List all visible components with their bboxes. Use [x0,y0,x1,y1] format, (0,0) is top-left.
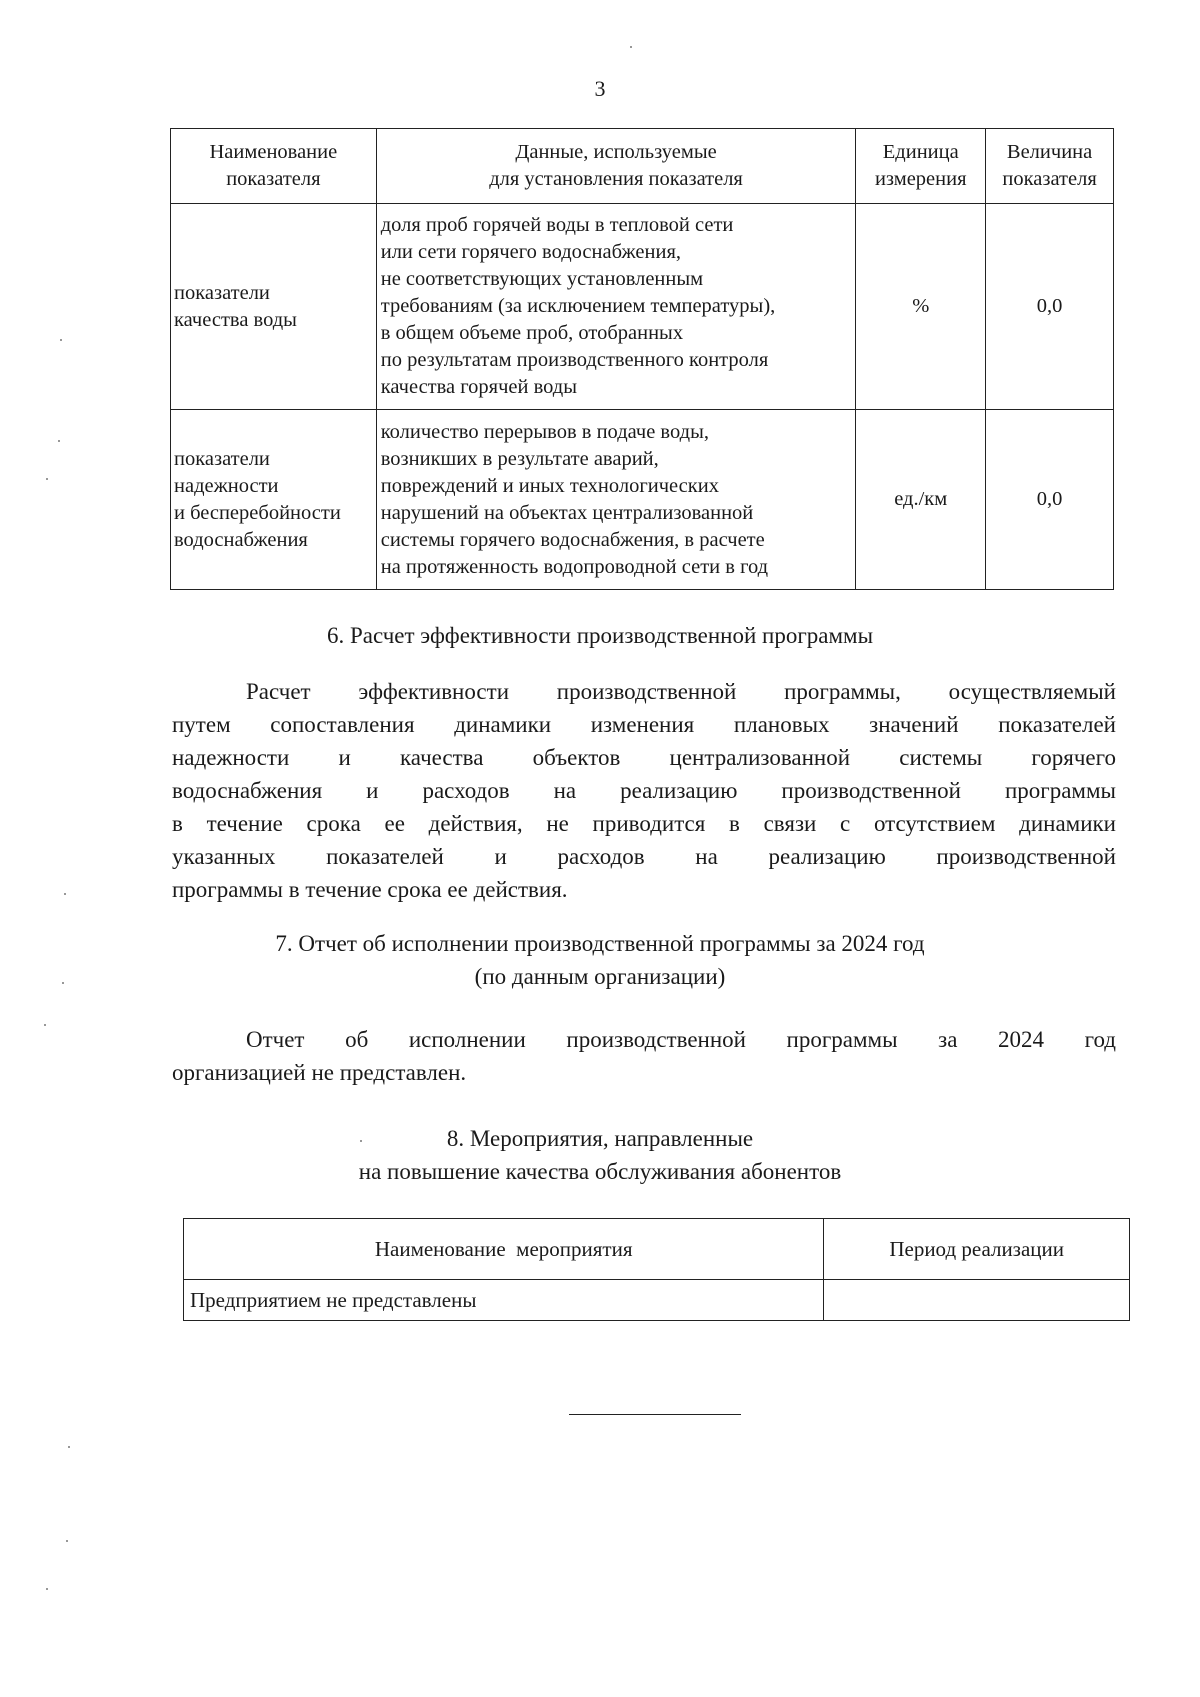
cell-line: доля проб горячей воды в тепловой сети [380,214,734,236]
events-table [183,1218,1130,1321]
scan-speck [46,478,48,480]
cell-line: надежности [174,474,279,497]
paragraph-line: программы в течение срока ее действия. [172,877,568,902]
section-7-paragraph [172,1023,1116,1089]
cell-line: в общем объеме проб, отобранных [380,322,684,344]
scan-speck [64,893,66,895]
paragraph-line: водоснабжения и расходов на реализацию производственной программы [172,778,1116,803]
page-number: 3 [594,76,606,101]
cell-line: требованиям (за исключением температуры), [380,295,776,317]
cell-line: количество перерывов в подаче воды, [380,420,709,443]
event-cell: Предприятием не представлены [184,1280,824,1321]
scan-speck [58,440,60,442]
section-6-paragraph [172,675,1116,906]
indicators-table [170,128,1114,590]
cell-line: возникших в результате аварий, [380,447,659,470]
heading-line: (по данным организации) [474,964,726,989]
end-rule [569,1414,741,1415]
cell-line: качества воды [174,308,297,331]
cell-line: системы горячего водоснабжения, в расчете [380,528,765,551]
paragraph-line: указанных показателей и расходов на реализацию производственной [172,844,1116,869]
header-text: Данные, используемые [515,141,717,163]
indicator-value-cell: 0,0 [986,410,1114,590]
scan-speck [360,1140,362,1142]
header-text: показателя [1002,168,1097,190]
cell-line: по результатам производственного контроля [380,349,769,371]
cell-line: показатели [174,447,270,470]
indicator-unit-cell: ед./км [856,410,986,590]
header-text: Единица [882,141,959,163]
heading-line: 8. Мероприятия, направленные [446,1126,754,1151]
scan-speck [62,982,64,984]
cell-line: качества горячей воды [380,376,578,398]
header-text: показателя [226,168,321,190]
indicator-name-cell [171,410,377,590]
scan-speck [44,1024,46,1026]
paragraph-line: организацией не представлен. [172,1060,467,1085]
heading-line: 7. Отчет об исполнении производственной программы за 2024 год [275,931,925,956]
cell-line: водоснабжения [174,528,308,551]
cell-line: не соответствующих установленным [380,268,704,290]
events-table-header-row [184,1219,1130,1280]
paragraph-line: в течение срока ее действия, не приводится в связи с отсутствием динамики [172,811,1116,836]
cell-line: на протяженность водопроводной сети в год [380,555,769,578]
header-text: для установления показателя [489,168,743,190]
cell-line: показатели [174,281,270,304]
heading-line: на повышение качества обслуживания абонентов [358,1159,842,1184]
paragraph-line: путем сопоставления динамики изменения плановых значений показателей [172,712,1116,737]
indicator-data-cell [376,410,856,590]
scan-speck [66,1540,68,1542]
table-row [184,1280,1130,1321]
indicator-value-cell: 0,0 [986,204,1114,410]
indicator-name-cell [171,204,377,410]
header-text: Величина [1006,141,1093,163]
scan-speck [46,1588,48,1590]
header-period: Период реализации [824,1219,1130,1280]
scan-speck [60,339,62,341]
header-data [376,129,856,204]
scan-speck [630,46,632,48]
cell-line: повреждений и иных технологических [380,474,719,497]
header-text: измерения [874,168,967,190]
header-value [986,129,1114,204]
header-event: Наименование мероприятия [184,1219,824,1280]
indicator-data-cell [376,204,856,410]
cell-line: или сети горячего водоснабжения, [380,241,682,263]
table-row [171,410,1114,590]
section-8-heading [0,1122,1200,1188]
paragraph-line: Расчет эффективности производственной программы, осуществляемый [246,679,1116,704]
indicators-table-header-row [171,129,1114,204]
header-unit [856,129,986,204]
period-cell [824,1280,1130,1321]
indicator-unit-cell: % [856,204,986,410]
cell-line: и бесперебойности [174,501,341,524]
header-text: Наименование [209,141,338,163]
section-7-heading [0,927,1200,993]
scan-speck [68,1446,70,1448]
header-name [171,129,377,204]
table-row [171,204,1114,410]
section-6-heading: 6. Расчет эффективности производственной программы [326,623,874,648]
cell-line: нарушений на объектах централизованной [380,501,754,524]
paragraph-line: Отчет об исполнении производственной программы за 2024 год [246,1027,1116,1052]
paragraph-line: надежности и качества объектов централизованной системы горячего [172,745,1116,770]
